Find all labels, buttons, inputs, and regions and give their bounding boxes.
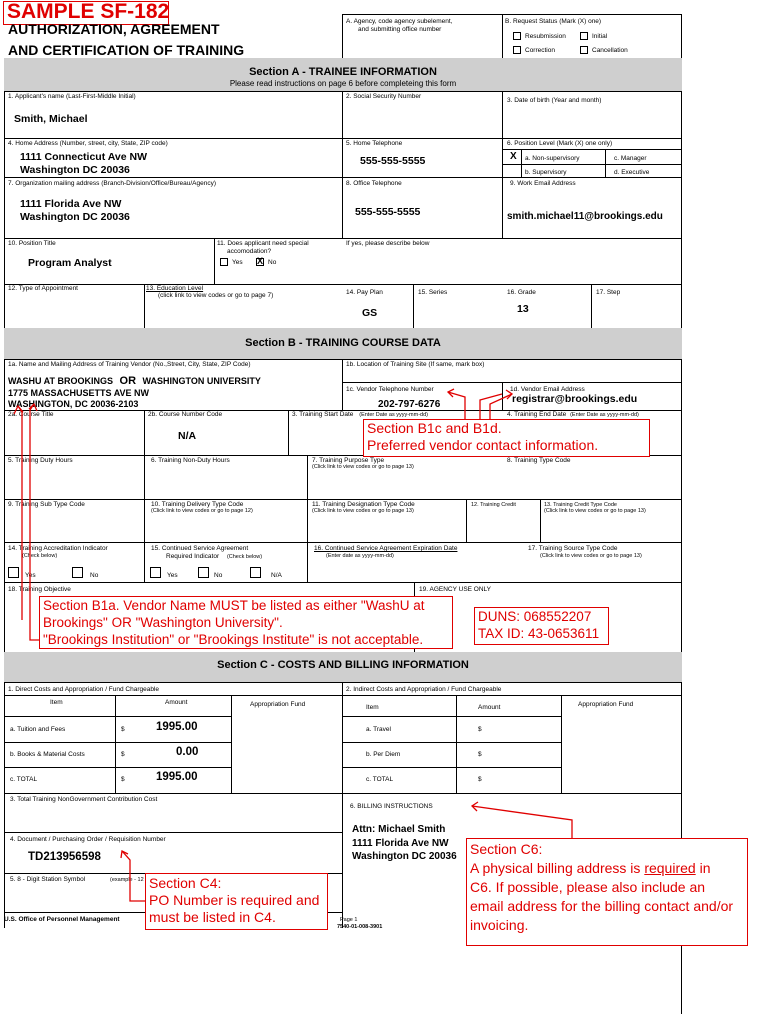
footer-agency: U.S. Office of Personnel Management (4, 916, 120, 923)
status-cancellation-checkbox[interactable] (580, 46, 588, 54)
org-address-line1[interactable]: 1111 Florida Ave NW (20, 198, 122, 210)
b6-label: 6. Training Non-Duty Hours (151, 457, 230, 464)
accommodation-yes-label: Yes (232, 259, 243, 266)
position-level-c[interactable]: c. Manager (614, 155, 647, 162)
b16-label[interactable]: 16. Continued Service Agreement Expiration Date (314, 545, 458, 552)
c1-col-amount: Amount (165, 699, 188, 706)
note-c4: Section C4: PO Number is required and must be listed in C4. (149, 875, 320, 925)
note-b1a: Section B1a. Vendor Name MUST be listed as either "WashU at Brookings" OR "Washington University". "Brookings Institution" or "Brookings Institute" is not acceptable. (43, 598, 425, 647)
direct-row-1-cur: $ (121, 751, 125, 758)
accreditation-yes-label: Yes (25, 572, 36, 579)
note-c6: Section C6: A physical billing address is required in C6. If possible, please also include an email address for the billing contact and/or invoicing. (470, 841, 734, 933)
csa-yes-checkbox[interactable] (150, 567, 161, 578)
csa-na-checkbox[interactable] (250, 567, 261, 578)
b4-label: 4. Training End Date (Enter Date as yyyy-mm-dd) (507, 411, 639, 418)
accommodation-yes-checkbox[interactable] (220, 258, 228, 266)
b8-label[interactable]: 8. Training Type Code (507, 457, 571, 464)
b13-label[interactable]: 13. Training Credit Type Code (544, 502, 617, 508)
section-b-title: Section B - TRAINING COURSE DATA (245, 337, 441, 349)
accreditation-yes-checkbox[interactable] (8, 567, 19, 578)
grade-value[interactable]: 13 (517, 303, 529, 315)
a16-label: 16. Grade (507, 289, 536, 296)
b5-label: 5. Training Duty Hours (8, 457, 73, 464)
status-initial-label: Initial (592, 33, 608, 40)
c4-label: 4. Document / Purchasing Order / Requisition Number (10, 836, 166, 843)
pay-plan-value[interactable]: GS (362, 307, 378, 319)
b17-sub: (Click link to view codes or go to page 13) (540, 553, 642, 559)
a11-label: 11. Does applicant need special accomodation? (217, 240, 309, 255)
c2-col-amount: Amount (478, 704, 501, 711)
a8-label: 8. Office Telephone (346, 180, 402, 187)
status-correction-label: Correction (525, 47, 555, 54)
course-number-value[interactable]: N/A (178, 430, 197, 442)
org-address-line2[interactable]: Washington DC 20036 (20, 211, 130, 223)
csa-na-label: N/A (271, 572, 282, 579)
direct-row-2-amount[interactable]: 1995.00 (156, 771, 198, 783)
a3-label: 3. Date of birth (Year and month) (507, 97, 602, 104)
home-address-line1[interactable]: 1111 Connecticut Ave NW (20, 151, 148, 163)
b10-sub: (Click link to view codes or go to page 12) (151, 508, 253, 514)
c2-label: 2. Indirect Costs and Appropriation / Fund Chargeable (346, 686, 502, 693)
b19-label: 19. AGENCY USE ONLY (419, 586, 492, 593)
status-cancellation-label: Cancellation (592, 47, 628, 54)
a2-label: 2. Social Security Number (346, 93, 422, 100)
b3-label: 3. Training Start Date (Enter Date as yyyy-mm-dd) (292, 411, 428, 418)
b14-sub: (Check below) (22, 553, 58, 559)
b16-sub: (Enter date as yyyy-mm-dd) (326, 553, 394, 559)
section-a-title: Section A - TRAINEE INFORMATION (249, 66, 437, 78)
direct-row-1-item: b. Books & Material Costs (10, 751, 85, 758)
form-title-line1: AUTHORIZATION, AGREEMENT (8, 21, 220, 37)
c1-label: 1. Direct Costs and Appropriation / Fund Chargeable (8, 686, 160, 693)
a13-sub: (click link to view codes or go to page 7) (158, 292, 274, 299)
home-address-line2[interactable]: Washington DC 20036 (20, 164, 130, 176)
a15-label: 15. Series (418, 289, 448, 296)
c3-label: 3. Total Training NonGovernment Contribution Cost (10, 796, 158, 803)
c5-label: 5. 8 - Digit Station Symbol (10, 876, 86, 883)
a4-label: 4. Home Address (Number, street, city, State, ZIP code) (8, 140, 168, 147)
position-level-mark[interactable]: X (510, 151, 517, 162)
position-title-value[interactable]: Program Analyst (28, 257, 112, 269)
b1d-label: 1d. Vendor Email Address (510, 386, 585, 393)
home-telephone-value[interactable]: 555-555-5555 (360, 155, 426, 167)
vendor-address-line3[interactable]: WASHINGTON, DC 20036-2103 (8, 399, 139, 409)
b15-label-2: Required Indicator (Check below) (166, 553, 263, 560)
c1-col-fund: Appropriation Fund (250, 701, 306, 708)
billing-line2[interactable]: 1111 Florida Ave NW (352, 838, 449, 849)
b10-label[interactable]: 10. Training Delivery Type Code (151, 501, 244, 508)
b7-sub: (Click link to view codes or go to page 13) (312, 464, 414, 470)
a5-label: 5. Home Telephone (346, 140, 403, 147)
sample-label: SAMPLE SF-182 (7, 0, 170, 23)
section-a-subtitle: Please read instructions on page 6 before completeing this form (229, 79, 457, 88)
note-duns: DUNS: 068552207 TAX ID: 43-0653611 (478, 609, 600, 641)
accommodation-no-mark: X (257, 256, 264, 266)
status-initial-checkbox[interactable] (580, 32, 588, 40)
footer-page: Page 1 (340, 917, 358, 923)
note-b1c: Section B1c and B1d. Preferred vendor contact information. (367, 420, 599, 453)
b14-label[interactable]: 14. Training Accreditation Indicator (8, 545, 108, 552)
arrow-c4 (122, 851, 145, 901)
office-telephone-value[interactable]: 555-555-5555 (355, 206, 421, 218)
a17-label: 17. Step (596, 289, 621, 296)
b17-label[interactable]: 17. Training Source Type Code (528, 545, 618, 552)
b2a-label: 2a. Course Title (8, 411, 54, 418)
a9-label: 9. Work Email Address (510, 180, 576, 187)
a12-label: 12. Type of Appointment (8, 285, 78, 292)
b1a-label: 1a. Name and Mailing Address of Training Vendor (No.,Street, City, State, ZIP Code) (8, 361, 251, 368)
direct-row-0-cur: $ (121, 726, 125, 733)
c5-example: (example - 12 (110, 877, 144, 883)
b13-sub: (Click link to view codes or go to page 13) (544, 508, 646, 514)
indirect-row-1-item: b. Per Diem (366, 751, 401, 758)
position-level-a[interactable]: a. Non-supervisory (525, 155, 580, 162)
a6-label: 6. Position Level (Mark (X) one only) (507, 140, 613, 147)
csa-no-checkbox[interactable] (198, 567, 209, 578)
indirect-row-2-cur: $ (478, 776, 482, 783)
arrow-c4-head (121, 851, 128, 858)
request-status-label: B. Request Status (Mark (X) one) (505, 18, 602, 25)
arrow-b1c-head (448, 389, 454, 397)
c6-label: 6. BILLING INSTRUCTIONS (350, 803, 433, 810)
indirect-row-2-item: c. TOTAL (366, 776, 394, 783)
arrow-b1d (480, 394, 502, 419)
vendor-name-line1[interactable]: WASHU AT BROOKINGS OR WASHINGTON UNIVERSITY (8, 375, 261, 387)
a7-label: 7. Organization mailing address (Branch-Division/Office/Bureau/Agency) (8, 180, 216, 187)
work-email-value[interactable]: smith.michael11@brookings.edu (507, 211, 663, 222)
b15-label-1: 15. Continued Service Agreement (151, 545, 249, 552)
vendor-email-value[interactable]: registrar@brookings.edu (512, 393, 638, 405)
po-number-value[interactable]: TD213956598 (28, 851, 101, 863)
a10-label: 10. Position Title (8, 240, 56, 247)
arrow-c6 (472, 806, 572, 838)
direct-row-0-item: a. Tuition and Fees (10, 726, 66, 733)
vendor-address-line2[interactable]: 1775 MASSACHUSETTS AVE NW (8, 388, 150, 398)
csa-yes-label: Yes (167, 572, 178, 579)
indirect-row-1-cur: $ (478, 751, 482, 758)
indirect-row-0-item: a. Travel (366, 726, 391, 733)
a11-describe-label: If yes, please describe below (346, 240, 430, 247)
b9-label[interactable]: 9. Training Sub Type Code (8, 501, 85, 508)
accommodation-no-label: No (268, 259, 277, 266)
b12-label: 12. Training Credit (471, 502, 516, 508)
b18-label: 18. Training Objective (8, 586, 71, 593)
status-resubmission-label: Resubmission (525, 33, 566, 40)
agency-code-label: A. Agency, code agency subelement, and submitting office number (346, 18, 453, 33)
a14-label: 14. Pay Plan (346, 289, 383, 296)
csa-no-label: No (214, 572, 223, 579)
vendor-phone-value[interactable]: 202-797-6276 (378, 399, 441, 410)
b11-sub: (Click link to view codes or go to page 13) (312, 508, 414, 514)
accreditation-no-label: No (90, 572, 99, 579)
form-title-line2: AND CERTIFICATION OF TRAINING (8, 42, 245, 58)
direct-row-2-item: c. TOTAL (10, 776, 38, 783)
direct-row-2-cur: $ (121, 776, 125, 783)
c2-col-item: Item (366, 704, 379, 711)
direct-row-0-amount[interactable]: 1995.00 (156, 721, 198, 733)
arrow-b1c (448, 392, 465, 419)
a1-label: 1. Applicant's name (Last-First-Middle Initial) (8, 93, 136, 100)
b7-label[interactable]: 7. Training Purpose Type (312, 457, 385, 464)
c2-col-fund: Appropriation Fund (578, 701, 634, 708)
c1-col-item: Item (50, 699, 63, 706)
b1c-label: 1c. Vendor Telephone Number (346, 386, 434, 393)
billing-line1[interactable]: Attn: Michael Smith (352, 824, 446, 835)
b2b-label: 2b. Course Number Code (148, 411, 223, 418)
b1b-label: 1b. Location of Training Site (If same, mark box) (346, 361, 485, 368)
footer-code: 7540-01-008-3901 (337, 924, 383, 930)
indirect-row-0-cur: $ (478, 726, 482, 733)
arrow-c6-head (472, 802, 478, 811)
section-c-title: Section C - COSTS AND BILLING INFORMATION (217, 659, 469, 671)
position-level-d[interactable]: d. Executive (614, 169, 650, 176)
status-resubmission-checkbox[interactable] (513, 32, 521, 40)
a13-label[interactable]: 13. Education Level (146, 285, 204, 292)
billing-line3[interactable]: Washington DC 20036 (352, 851, 457, 862)
b11-label[interactable]: 11. Training Designation Type Code (312, 501, 415, 508)
applicant-name-value[interactable]: Smith, Michael (14, 113, 88, 125)
position-level-b[interactable]: b. Supervisory (525, 169, 567, 176)
status-correction-checkbox[interactable] (513, 46, 521, 54)
direct-row-1-amount[interactable]: 0.00 (176, 746, 199, 758)
accreditation-no-checkbox[interactable] (72, 567, 83, 578)
